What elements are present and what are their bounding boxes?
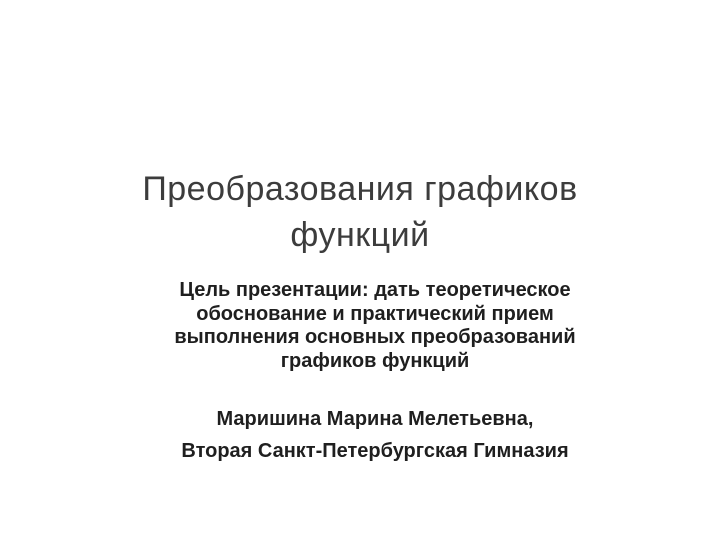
slide-title	[0, 166, 720, 258]
author-name: Маришина Марина Мелетьевна,	[216, 408, 534, 430]
author-institution: Вторая Санкт-Петербургская Гимназия	[181, 440, 569, 462]
slide-title-text: Преобразования графиков функций	[142, 170, 578, 254]
presentation-goal-text: Цель презентации: дать теоретическое обоснование и практический прием выполнения основных преобразований графиков функций	[174, 279, 576, 372]
subtitle-block	[115, 279, 635, 464]
